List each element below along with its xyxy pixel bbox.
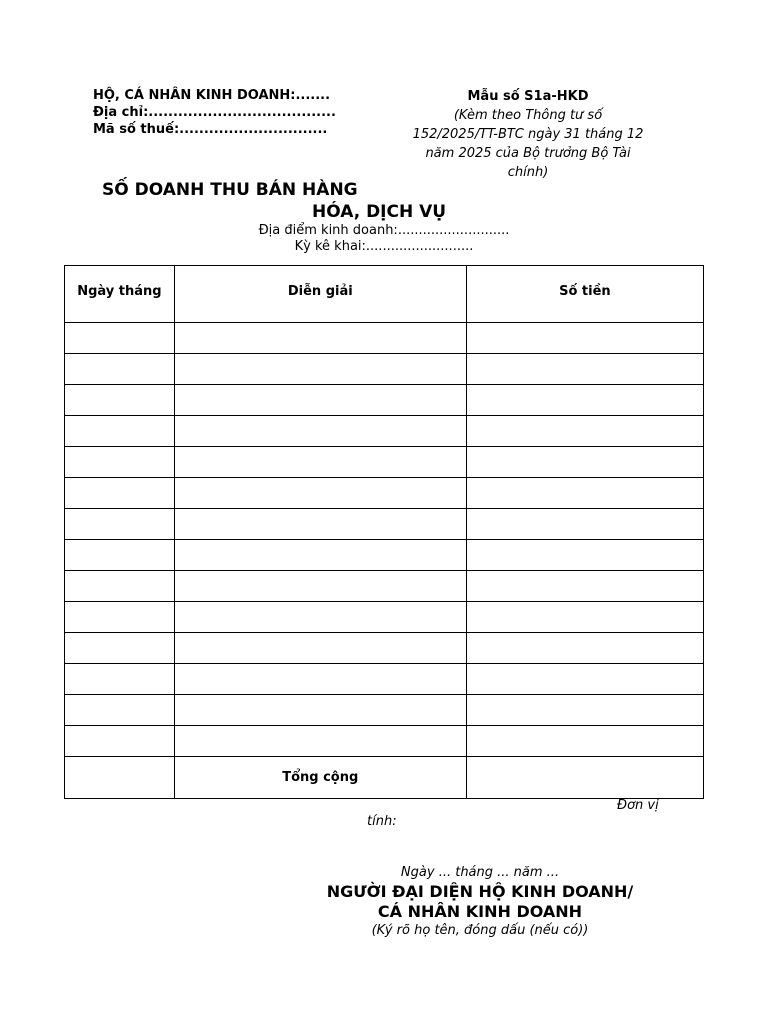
table-row <box>65 540 704 571</box>
description-cell[interactable] <box>174 540 466 571</box>
date-cell[interactable] <box>65 664 175 695</box>
amount-cell[interactable] <box>466 695 703 726</box>
table-row <box>65 385 704 416</box>
table-body <box>65 323 704 757</box>
description-cell[interactable] <box>174 323 466 354</box>
total-date-cell[interactable] <box>65 757 175 799</box>
amount-cell[interactable] <box>466 726 703 757</box>
date-cell[interactable] <box>65 323 175 354</box>
table-row <box>65 478 704 509</box>
date-cell[interactable] <box>65 633 175 664</box>
date-cell[interactable] <box>65 478 175 509</box>
table-row <box>65 602 704 633</box>
signer-role-line1: NGƯỜI ĐẠI DIỆN HỘ KINH DOANH/ <box>326 882 634 901</box>
amount-cell[interactable] <box>466 323 703 354</box>
column-header-date: Ngày tháng <box>65 266 175 323</box>
address-line: Địa chỉ:...................................... <box>93 105 336 120</box>
description-cell[interactable] <box>174 447 466 478</box>
description-cell[interactable] <box>174 385 466 416</box>
column-header-description: Diễn giải <box>174 266 466 323</box>
table-row <box>65 695 704 726</box>
amount-cell[interactable] <box>466 540 703 571</box>
amount-cell[interactable] <box>466 354 703 385</box>
table-row <box>65 664 704 695</box>
unit-label-part2: tính: <box>367 814 397 829</box>
table-row <box>65 323 704 354</box>
amount-cell[interactable] <box>466 571 703 602</box>
table-row <box>65 447 704 478</box>
signature-date: Ngày ... tháng ... năm ... <box>400 865 560 880</box>
ledger-title-line2: HÓA, DỊCH VỤ <box>312 202 447 222</box>
signature-hint: (Ký rõ họ tên, đóng dấu (nếu có)) <box>371 923 589 938</box>
signature-block <box>296 864 664 939</box>
description-cell[interactable] <box>174 416 466 447</box>
amount-cell[interactable] <box>466 664 703 695</box>
table-header-row <box>65 266 704 323</box>
column-header-amount: Số tiền <box>466 266 703 323</box>
reporting-period-line: Kỳ kê khai:.......................... <box>294 239 474 254</box>
form-note-line: năm 2025 của Bộ trưởng Bộ Tài <box>425 146 631 161</box>
description-cell[interactable] <box>174 726 466 757</box>
table-row <box>65 571 704 602</box>
form-reference-block <box>395 87 661 182</box>
table-row <box>65 726 704 757</box>
form-note-line: (Kèm theo Thông tư số <box>453 108 603 123</box>
amount-cell[interactable] <box>466 416 703 447</box>
form-note-line: chính) <box>507 165 549 180</box>
date-cell[interactable] <box>65 602 175 633</box>
date-cell[interactable] <box>65 509 175 540</box>
form-note <box>395 106 661 182</box>
form-number: Mẫu số S1a-HKD <box>467 89 589 104</box>
description-cell[interactable] <box>174 664 466 695</box>
amount-cell[interactable] <box>466 478 703 509</box>
business-info-block <box>93 87 336 138</box>
description-cell[interactable] <box>174 354 466 385</box>
ledger-title-line1: SỐ DOANH THU BÁN HÀNG <box>102 180 358 200</box>
date-cell[interactable] <box>65 726 175 757</box>
amount-cell[interactable] <box>466 633 703 664</box>
date-cell[interactable] <box>65 447 175 478</box>
date-cell[interactable] <box>65 385 175 416</box>
date-cell[interactable] <box>65 540 175 571</box>
description-cell[interactable] <box>174 509 466 540</box>
business-location-line: Địa điểm kinh doanh:........................... <box>258 223 510 238</box>
table-row <box>65 633 704 664</box>
description-cell[interactable] <box>174 602 466 633</box>
date-cell[interactable] <box>65 416 175 447</box>
date-cell[interactable] <box>65 695 175 726</box>
business-name-line: HỘ, CÁ NHÂN KINH DOANH:....... <box>93 88 331 103</box>
total-amount-cell[interactable] <box>466 757 703 799</box>
description-cell[interactable] <box>174 695 466 726</box>
table-row <box>65 416 704 447</box>
total-row <box>65 757 704 799</box>
description-cell[interactable] <box>174 571 466 602</box>
date-cell[interactable] <box>65 571 175 602</box>
amount-cell[interactable] <box>466 385 703 416</box>
revenue-ledger-table <box>64 265 704 799</box>
description-cell[interactable] <box>174 633 466 664</box>
date-cell[interactable] <box>65 354 175 385</box>
total-label: Tổng cộng <box>174 757 466 799</box>
amount-cell[interactable] <box>466 509 703 540</box>
signer-role-line2: CÁ NHÂN KINH DOANH <box>377 902 583 921</box>
amount-cell[interactable] <box>466 447 703 478</box>
table-row <box>65 354 704 385</box>
unit-label-part1: Đơn vị <box>617 798 659 813</box>
form-note-line: 152/2025/TT-BTC ngày 31 tháng 12 <box>412 127 644 142</box>
tax-code-line: Mã số thuế:.............................. <box>93 122 328 137</box>
amount-cell[interactable] <box>466 602 703 633</box>
description-cell[interactable] <box>174 478 466 509</box>
table-row <box>65 509 704 540</box>
